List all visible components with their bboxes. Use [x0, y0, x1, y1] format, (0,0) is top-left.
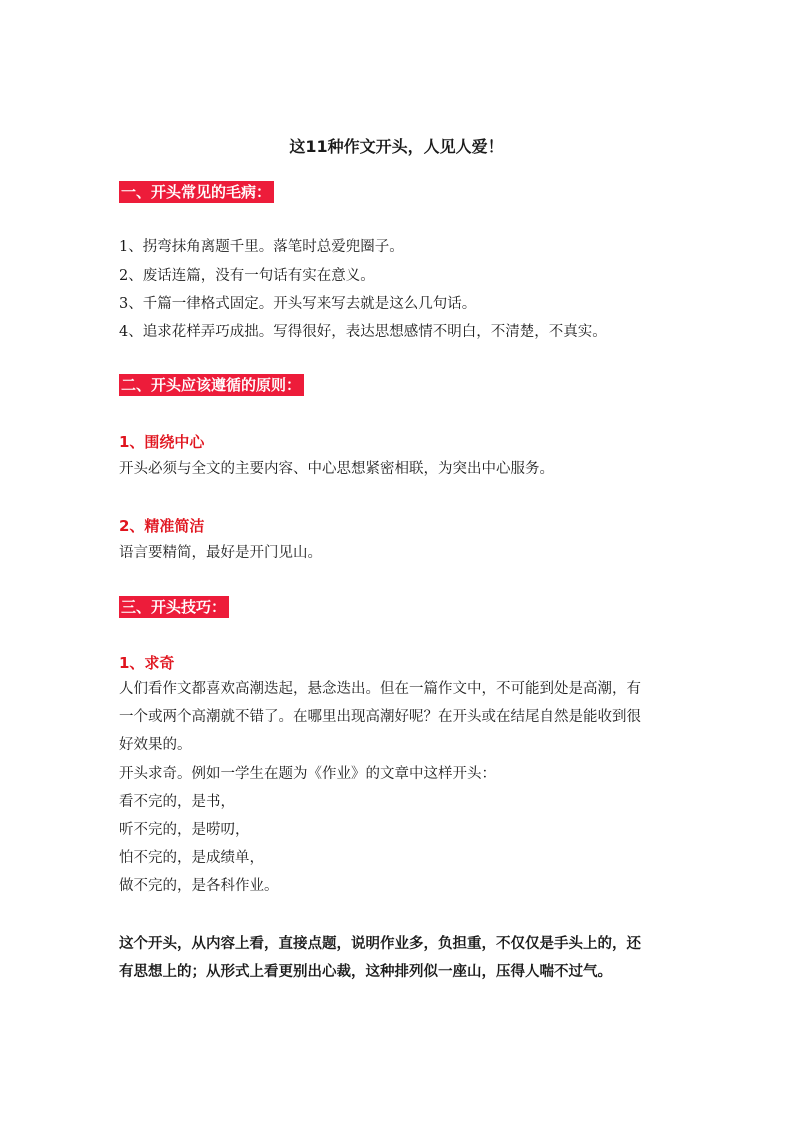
- comment-line: 这个开头，从内容上看，直接点题，说明作业多，负担重，不仅仅是手头上的，还: [119, 936, 641, 952]
- example-line: 做不完的，是各科作业。: [119, 878, 279, 894]
- principle-text-2: 语言要精简，最好是开门见山。: [119, 545, 322, 561]
- document-title: 这11种作文开头，人见人爱！: [289, 137, 504, 156]
- paragraph-line: 一个或两个高潮就不错了。在哪里出现高潮好呢？在开头或在结尾自然是能收到很: [119, 709, 641, 725]
- paragraph-line: 人们看作文都喜欢高潮迭起，悬念迭出。但在一篇作文中，不可能到处是高潮，有: [119, 681, 641, 697]
- example-line: 看不完的，是书，: [119, 794, 235, 810]
- technique-title-1: 1、求奇: [119, 654, 175, 672]
- problem-item-1: 1、拐弯抹角离题千里。落笔时总爱兜圈子。: [119, 239, 404, 255]
- section-heading-techniques: 三、开头技巧：: [119, 596, 229, 618]
- problem-item-4: 4、追求花样弄巧成拙。写得很好，表达思想感情不明白，不清楚，不真实。: [119, 324, 607, 340]
- problem-item-3: 3、千篇一律格式固定。开头写来写去就是这么几句话。: [119, 296, 477, 312]
- section-heading-principles: 二、开头应该遵循的原则：: [119, 374, 304, 396]
- example-intro: 开头求奇。例如一学生在题为《作业》的文章中这样开头：: [119, 766, 496, 782]
- example-line: 怕不完的，是成绩单，: [119, 850, 264, 866]
- paragraph-line: 好效果的。: [119, 737, 192, 753]
- section-heading-common-problems: 一、开头常见的毛病：: [119, 181, 274, 203]
- principle-title-2: 2、精准简洁: [119, 517, 205, 535]
- comment-line: 有思想上的；从形式上看更别出心裁，这种排列似一座山，压得人喘不过气。: [119, 964, 612, 980]
- principle-title-1: 1、围绕中心: [119, 433, 205, 451]
- example-line: 听不完的，是唠叨，: [119, 822, 250, 838]
- problem-item-2: 2、废话连篇，没有一句话有实在意义。: [119, 268, 375, 284]
- principle-text-1: 开头必须与全文的主要内容、中心思想紧密相联，为突出中心服务。: [119, 461, 554, 477]
